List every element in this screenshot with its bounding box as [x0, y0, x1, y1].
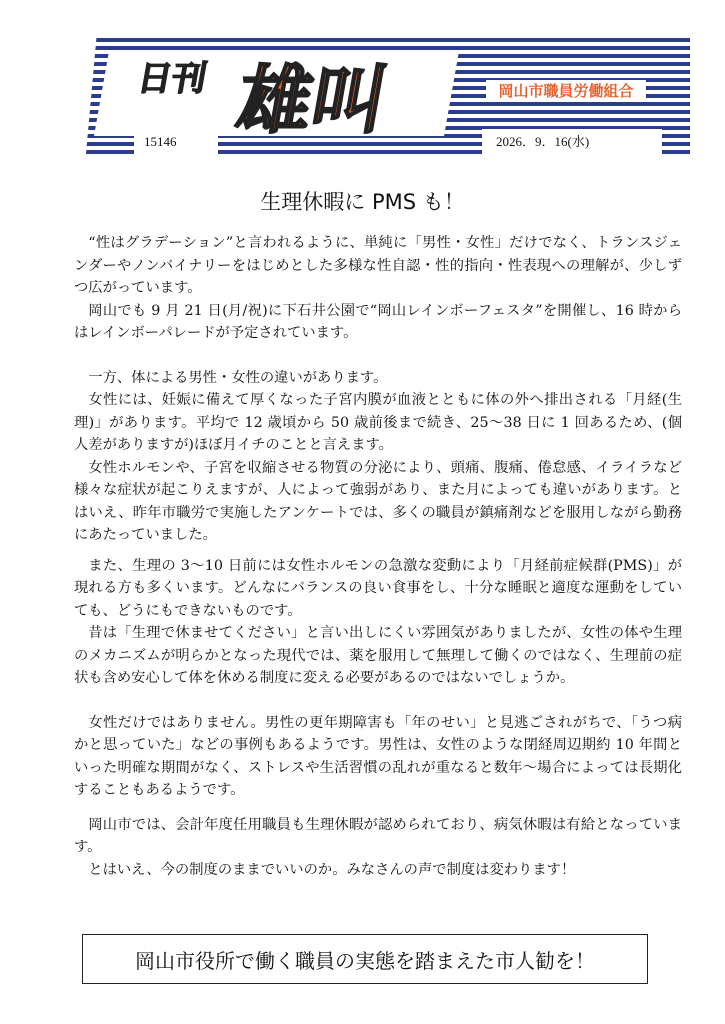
issue-number: 15146: [134, 129, 218, 155]
paragraph: また、生理の 3～10 日前には女性ホルモンの急激な変動により「月経前症候群(PMS)」が現れる方も多くいます。どんなにバランスの良い食事をし、十分な睡眠と適度な運動をしていても、どうにもできないものです。: [74, 557, 682, 619]
headline: 生理休暇に PMS も！: [260, 190, 465, 214]
footer-slogan: 岡山市役所で働く職員の実態を踏まえた市人勧を！: [135, 948, 595, 973]
union-name: 岡山市職員労働組合: [486, 80, 646, 102]
paragraph: 女性だけではありません。男性の更年期障害も「年のせい」と見逃ごされがちで、「うつ病かと思っていた」などの事例もあるようです。男性は、女性のような閉経周辺期約 10 年間といった明確な期間がなく、ストレスや生活習慣の乱れが重なると数年～場合によっては長期化することもあるようです。: [74, 714, 682, 798]
paragraph: 昔は「生理で休ませてください」と言い出しにくい雰囲気がありましたが、女性の体や生理のメカニズムが明らかとなった現代では、薬を服用して無理して働くのではなく、生理前の症状も含め安心して体を休める制度に変える必要があるのではないでしょうか。: [74, 625, 682, 686]
paragraph: 女性ホルモンや、子宮を収縮させる物質の分泌により、頭痛、腹痛、倦怠感、イライラなど様々な症状が起こりえますが、人によって強弱があり、また月によっても違いがあります。とはいえ、昨年市職労で実施したアンケートでは、多くの職員が鎮痛剤などを服用しながら勤務にあたっていました。: [74, 459, 682, 543]
paragraph: 女性には、妊娠に備えて厚くなった子宮内膜が血液とともに体の外へ排出される「月経(生理)」があります。平均で 12 歳頃から 50 歳前後まで続き、25～38 日に 1 回あるため、(個人差がありますが)ほぼ月イチのことと言えます。: [74, 392, 682, 453]
paragraph: 一方、体による男性・女性の違いがあります。: [88, 369, 388, 386]
issue-date: 2026．9．16(水): [482, 129, 662, 155]
logo-large-text: 雄叫: [230, 57, 394, 144]
paragraph: “性はグラデーション”と言われるように、単純に「男性・女性」だけでなく、トランスジェンダーやノンバイナリーをはじめとした多様な性自認・性的指向・性表現への理解が、少しずつ広がっています。: [74, 235, 682, 296]
masthead: [62, 34, 690, 154]
logo-small-text: 日刊: [134, 59, 210, 99]
article-body: [74, 232, 682, 881]
paragraph: とはいえ、今の制度のままでいいのか。みなさんの声で制度は変わります！: [88, 861, 576, 878]
paragraph: 岡山でも 9 月 21 日(月/祝)に下石井公園で“岡山レインボーフェスタ”を開催し、16 時からはレインボーパレードが予定されています。: [74, 302, 682, 341]
paragraph: 岡山市では、会計年度任用職員も生理休暇が認められており、病気休暇は有給となっています。: [74, 816, 682, 855]
footer-slogan-box: [82, 934, 648, 984]
